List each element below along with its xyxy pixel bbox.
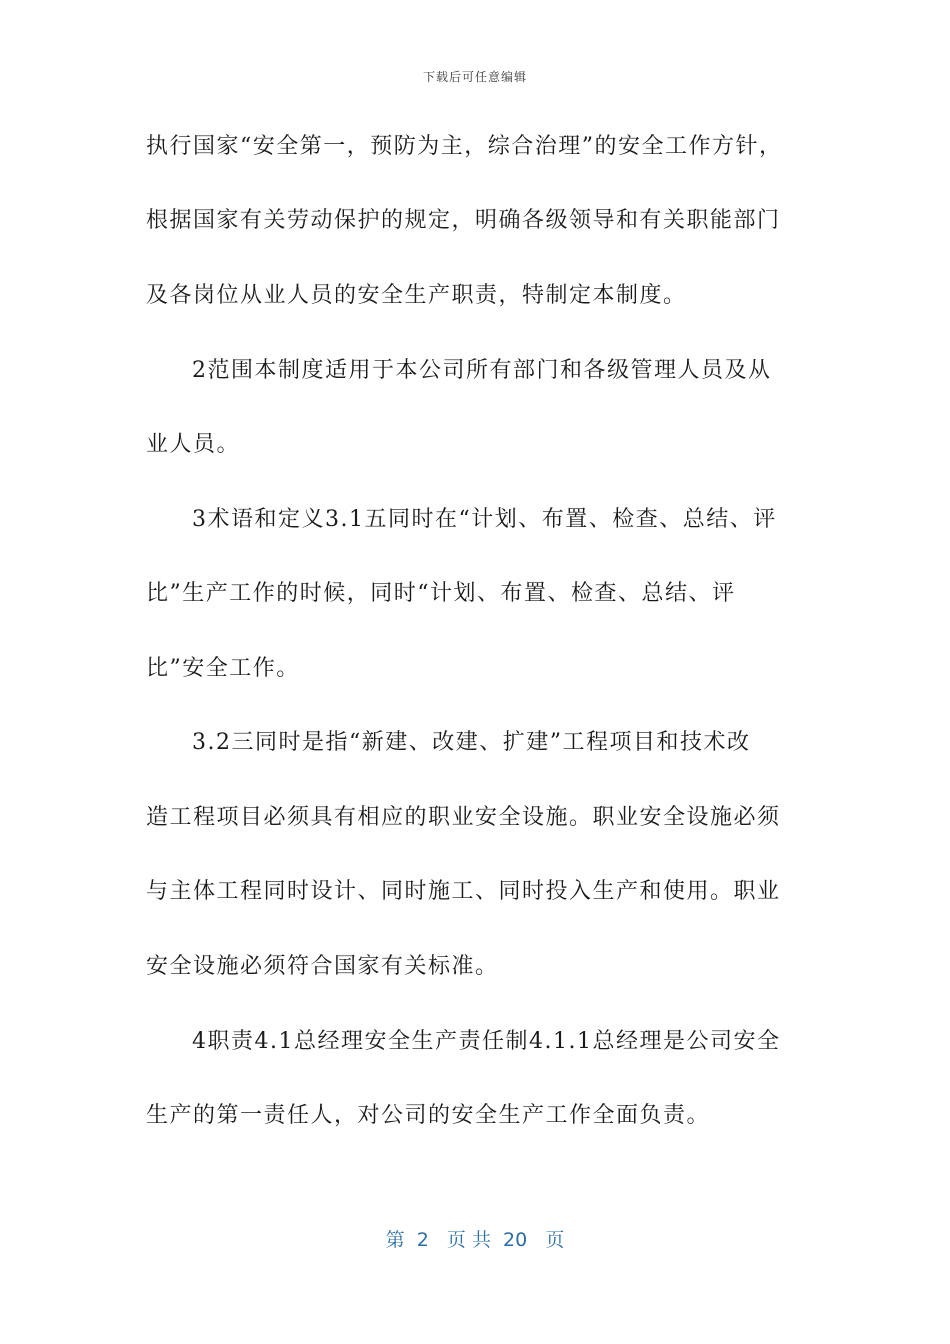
page-header: 下载后可任意编辑 (422, 70, 527, 84)
text-line: 及各岗位从业人员的安全生产职责，特制定本制度。 (146, 283, 687, 308)
text-line: 业人员。 (146, 432, 241, 457)
text-line: 生产的第一责任人，对公司的安全生产工作全面负责。 (146, 1103, 711, 1128)
paragraph-start: 2范围本制度适用于本公司所有部门和各级管理人员及从 (192, 358, 772, 383)
paragraph-start: 3.2三同时是指“新建、改建、扩建”工程项目和技术改 (192, 730, 751, 755)
text-line: 造工程项目必须具有相应的职业安全设施。职业安全设施必须 (146, 805, 781, 830)
paragraph-start: 3术语和定义3.1五同时在“计划、布置、检查、总结、评 (192, 507, 777, 532)
text-line: 比”安全工作。 (146, 656, 300, 681)
page-number-footer: 第 2 页 共 20 页 (385, 1229, 565, 1251)
text-line: 与主体工程同时设计、同时施工、同时投入生产和使用。职业 (146, 879, 781, 904)
text-line: 安全设施必须符合国家有关标准。 (146, 954, 499, 979)
paragraph-start: 4职责4.1总经理安全生产责任制4.1.1总经理是公司安全 (192, 1029, 781, 1054)
text-line: 比”生产工作的时候，同时“计划、布置、检查、总结、评 (146, 581, 736, 606)
text-line: 执行国家“安全第一，预防为主，综合治理”的安全工作方针， (146, 134, 783, 159)
text-line: 根据国家有关劳动保护的规定，明确各级领导和有关职能部门 (146, 208, 781, 233)
